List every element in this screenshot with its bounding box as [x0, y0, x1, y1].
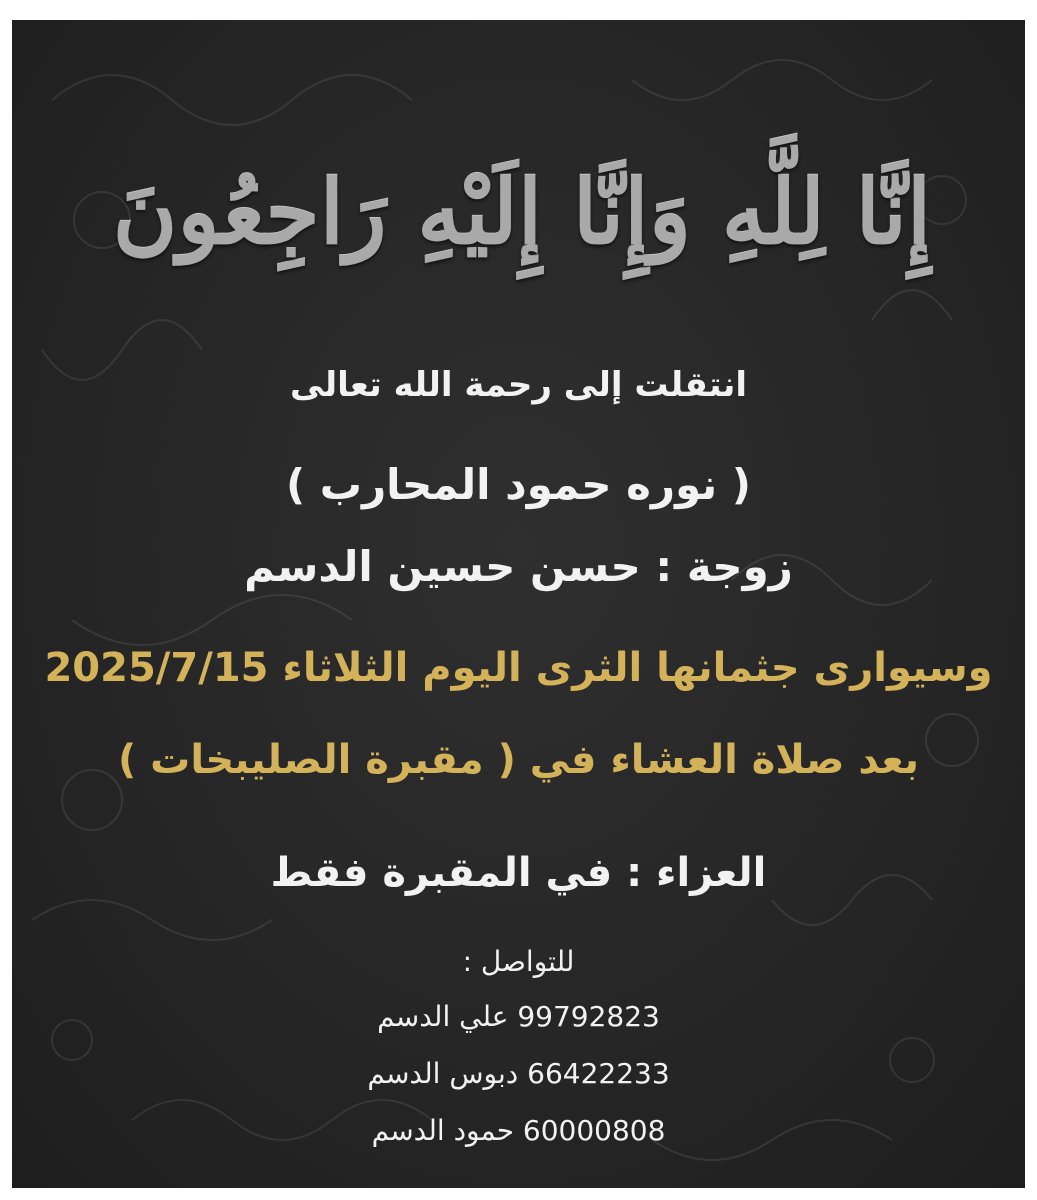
- contact-label: للتواصل :: [462, 945, 575, 978]
- contact-entry: 99792823 علي الدسم: [377, 1000, 660, 1033]
- passed-away-heading: انتقلت إلى رحمة الله تعالى: [289, 365, 748, 405]
- obituary-card: [12, 20, 1025, 1188]
- burial-date-line: وسيوارى جثمانها الثرى اليوم الثلاثاء 2025/7/15: [44, 645, 993, 691]
- condolences-line: العزاء : في المقبرة فقط: [270, 850, 767, 896]
- contact-entry: 66422233 دبوس الدسم: [367, 1057, 670, 1090]
- calligraphy-verse-text: إِنَّا لِلَّهِ وَإِنَّا إِلَيْهِ رَاجِعُونَ: [112, 160, 932, 264]
- burial-place-line: بعد صلاة العشاء في ( مقبرة الصليبخات ): [117, 737, 920, 783]
- spouse-line: زوجة : حسن حسين الدسم: [244, 542, 793, 591]
- calligraphy-verse: [112, 130, 932, 310]
- contact-entry: 60000808 حمود الدسم: [371, 1114, 666, 1147]
- deceased-name: ( نوره حمود المحارب ): [285, 460, 751, 509]
